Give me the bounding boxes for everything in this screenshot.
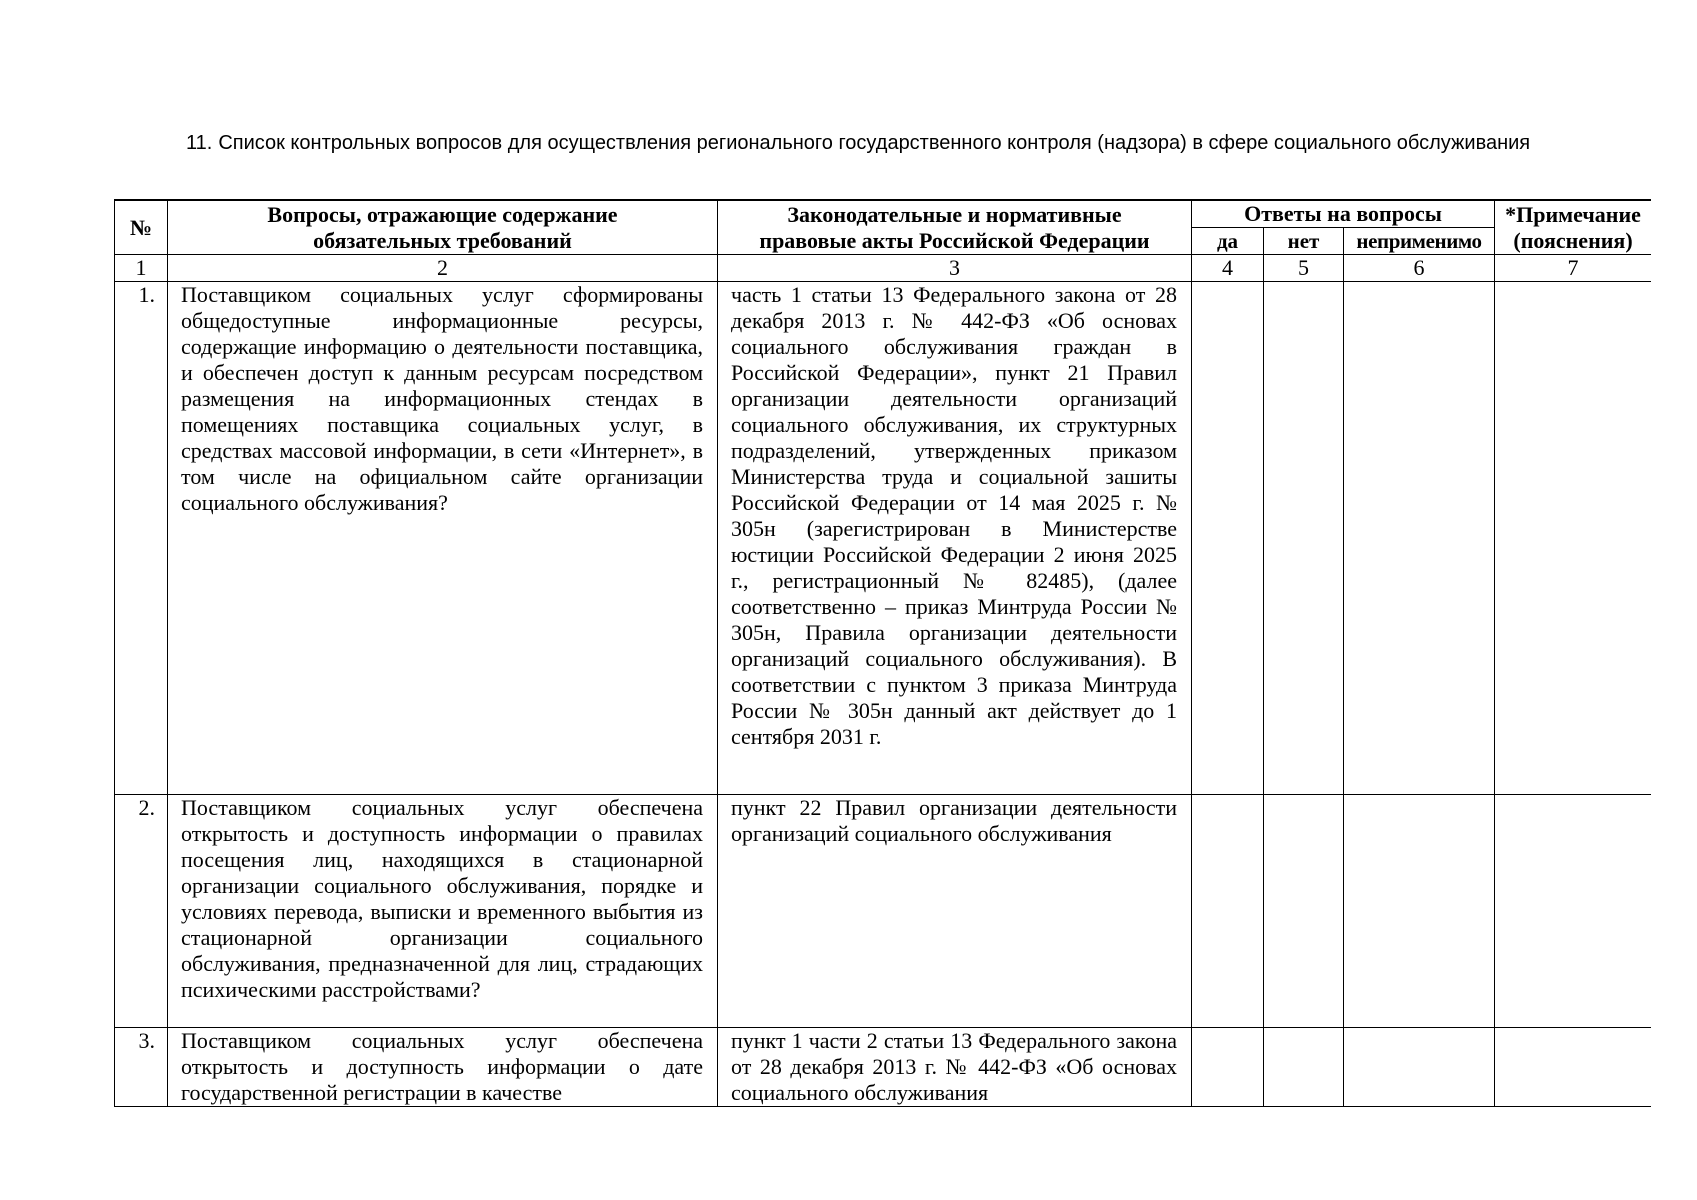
column-number: 4: [1192, 255, 1264, 282]
checklist-table-container: [114, 199, 1651, 1110]
row-index: 1.: [115, 282, 168, 795]
legal-acts-text: пункт 22 Правил организации деятельности организаций социального обслуживания: [731, 795, 1177, 846]
legal-acts-cell: [718, 1028, 1192, 1107]
header-questions-line2: обязательных требований: [313, 227, 572, 253]
legal-acts-text: пункт 1 части 2 статьи 13 Федерального закона от 28 декабря 2013 г. № 442-ФЗ «Об основах социального обслуживания: [731, 1028, 1177, 1105]
header-answer-no: нет: [1264, 228, 1344, 255]
table-row: [115, 1028, 1652, 1107]
column-number: 6: [1344, 255, 1495, 282]
note-cell[interactable]: [1495, 282, 1651, 795]
answer-yes-cell[interactable]: [1192, 282, 1264, 795]
answer-yes-cell[interactable]: [1192, 795, 1264, 1028]
answer-no-cell[interactable]: [1264, 282, 1344, 795]
question-text: Поставщиком социальных услуг сформированы общедоступные информационные ресурсы, содержащие информацию о деятельности поставщика, и обеспечен доступ к данным ресурсам посредством размещения на информационных стендах в помещениях поставщика социальных услуг, в средствах массовой информации, в сети «Интернет», в том числе на официальном сайте организации социального обслуживания?: [181, 282, 703, 515]
question-text: Поставщиком социальных услуг обеспечена открытость и доступность информации о дате государственной регистрации в качестве: [181, 1028, 703, 1105]
question-cell: [168, 282, 718, 795]
column-number: 2: [168, 255, 718, 282]
header-answer-yes: да: [1192, 228, 1264, 255]
legal-acts-text: часть 1 статьи 13 Федерального закона от 28 декабря 2013 г. № 442-ФЗ «Об основах социального обслуживания граждан в Российской Федерации», пункт 21 Правил организации деятельности организаций социального обслуживания, их структурных подразделений, утвержденных приказом Министерства труда и социальной зашиты Российской Федерации от 14 мая 2025 г. № 305н (зарегистрирован в Министерстве юстиции Российской Федерации 2 июня 2025 г., регистрационный № 82485), (далее соответственно – приказ Минтруда России № 305н, Правила организации деятельности организаций социального обслуживания). В соответствии с пунктом 3 приказа Минтруда России № 305н данный акт действует до 1 сентября 2031 г.: [731, 282, 1177, 749]
legal-acts-cell: [718, 795, 1192, 1028]
answer-not-applicable-cell[interactable]: [1344, 795, 1495, 1028]
header-row-top: [115, 200, 1652, 228]
header-legal-acts: [718, 200, 1192, 255]
header-note-line2: (пояснения): [1513, 227, 1633, 253]
header-acts-line1: Законодательные и нормативные: [787, 201, 1122, 227]
header-questions: [168, 200, 718, 255]
note-cell[interactable]: [1495, 795, 1651, 1028]
table-row: [115, 282, 1652, 795]
column-number: 1: [115, 255, 168, 282]
column-number: 7: [1495, 255, 1651, 282]
checklist-table: [114, 199, 1651, 1107]
section-heading: [114, 131, 1650, 156]
section-title: Список контрольных вопросов для осуществления регионального государственного контроля (надзора) в сфере социального обслуживания: [218, 132, 1531, 154]
header-answers: Ответы на вопросы: [1192, 200, 1495, 228]
answer-no-cell[interactable]: [1264, 795, 1344, 1028]
section-number: 11.: [186, 132, 213, 154]
column-number-row: [115, 255, 1652, 282]
answer-no-cell[interactable]: [1264, 1028, 1344, 1107]
answer-not-applicable-cell[interactable]: [1344, 1028, 1495, 1107]
answer-not-applicable-cell[interactable]: [1344, 282, 1495, 795]
question-cell: [168, 1028, 718, 1107]
table-row: [115, 795, 1652, 1028]
answer-yes-cell[interactable]: [1192, 1028, 1264, 1107]
row-index: 3.: [115, 1028, 168, 1107]
note-cell[interactable]: [1495, 1028, 1651, 1107]
header-note: [1495, 200, 1651, 255]
column-number: 3: [718, 255, 1192, 282]
legal-acts-cell: [718, 282, 1192, 795]
header-acts-line2: правовые акты Российской Федерации: [759, 227, 1150, 253]
header-questions-line1: Вопросы, отражающие содержание: [267, 201, 618, 227]
row-index: 2.: [115, 795, 168, 1028]
header-note-line1: *Примечание: [1505, 201, 1641, 227]
header-number: №: [115, 200, 168, 255]
header-answer-not-applicable: неприменимо: [1344, 228, 1495, 255]
question-text: Поставщиком социальных услуг обеспечена открытость и доступность информации о правилах посещения лиц, находящихся в стационарной организации социального обслуживания, порядке и условиях перевода, выписки и временного выбытия из стационарной организации социального обслуживания, предназначенной для лиц, страдающих психическими расстройствами?: [181, 795, 703, 1002]
column-number: 5: [1264, 255, 1344, 282]
question-cell: [168, 795, 718, 1028]
